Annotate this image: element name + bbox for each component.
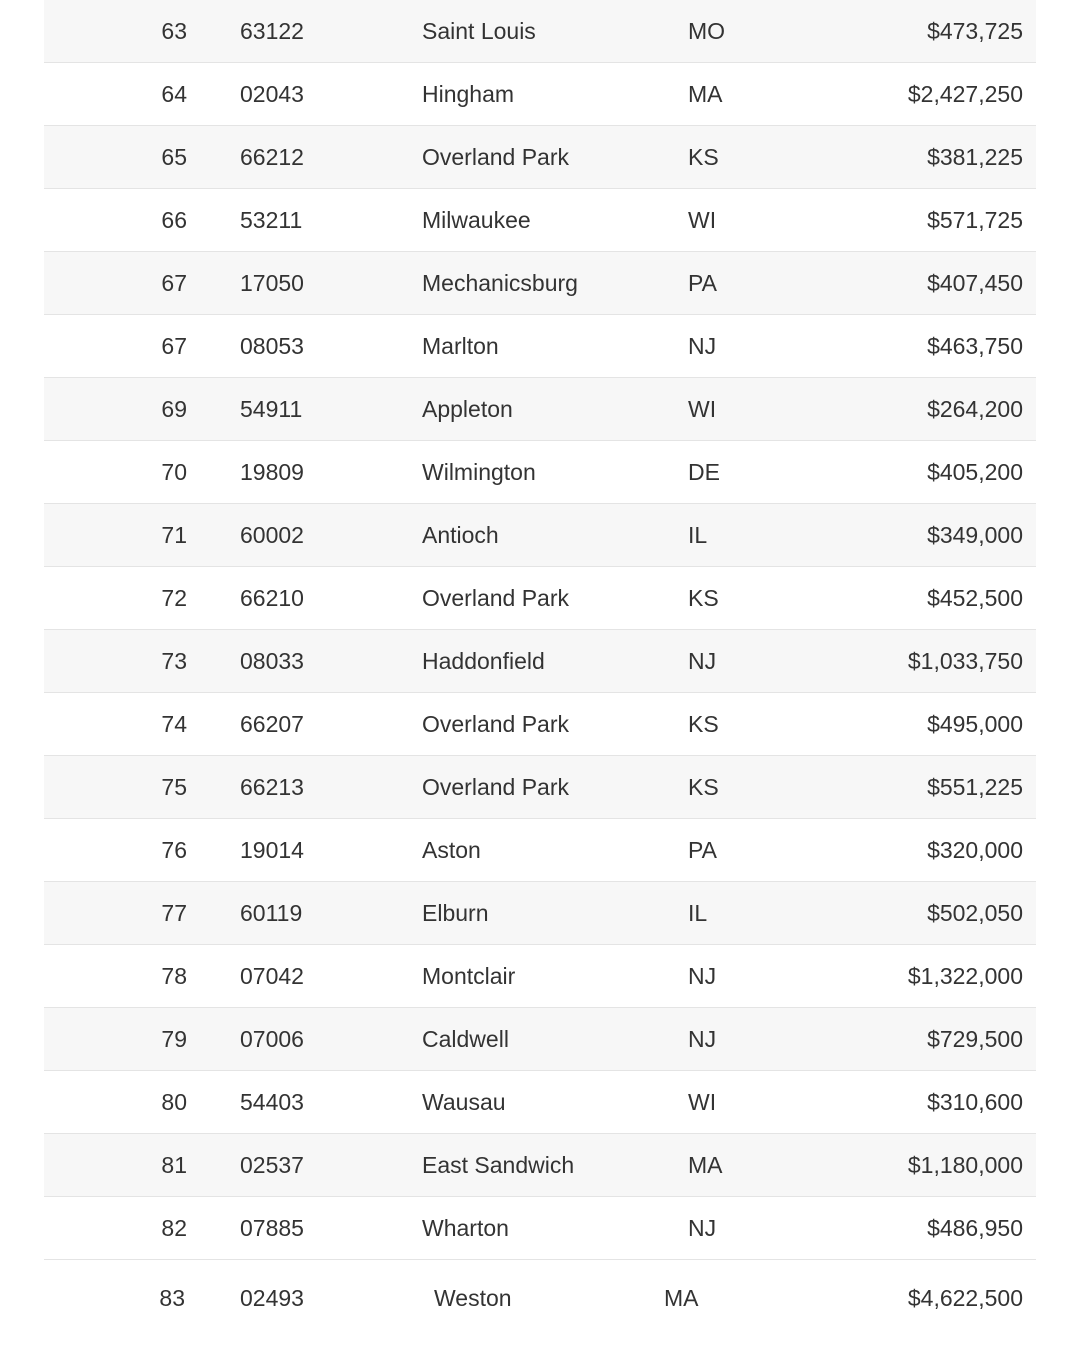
price-cell: $381,225 xyxy=(927,144,1023,170)
rank-cell: 63 xyxy=(161,18,187,44)
rank-cell: 70 xyxy=(161,459,187,485)
table-row xyxy=(44,1260,1036,1336)
table-row xyxy=(44,945,1036,1008)
state-cell: MO xyxy=(688,18,726,44)
price-cell: $486,950 xyxy=(927,1215,1023,1241)
table-row xyxy=(44,63,1036,126)
state-cell: WI xyxy=(688,1089,717,1115)
state-cell: PA xyxy=(688,837,717,863)
price-cell: $551,225 xyxy=(927,774,1023,800)
city-cell: Montclair xyxy=(422,963,516,989)
price-cell: $1,033,750 xyxy=(907,648,1023,674)
state-cell: KS xyxy=(688,585,719,611)
table-row xyxy=(44,315,1036,378)
price-cell: $2,427,250 xyxy=(907,81,1023,107)
zip-cell: 54403 xyxy=(240,1089,304,1115)
table-row xyxy=(44,819,1036,882)
state-cell: DE xyxy=(688,459,720,485)
city-cell: Aston xyxy=(422,837,481,863)
city-cell: Elburn xyxy=(422,900,489,926)
city-cell: Haddonfield xyxy=(422,648,545,674)
price-cell: $571,725 xyxy=(927,207,1023,233)
table-row xyxy=(44,1197,1036,1260)
city-cell: Wausau xyxy=(422,1089,506,1115)
rank-cell: 81 xyxy=(161,1152,187,1178)
zip-cell: 66212 xyxy=(240,144,304,170)
rank-cell: 72 xyxy=(161,585,187,611)
rank-cell: 67 xyxy=(161,333,187,359)
table-row xyxy=(44,378,1036,441)
price-cell: $502,050 xyxy=(927,900,1023,926)
state-cell: MA xyxy=(664,1285,699,1311)
table-row xyxy=(44,252,1036,315)
state-cell: NJ xyxy=(688,333,717,359)
table-row xyxy=(44,504,1036,567)
state-cell: NJ xyxy=(688,963,717,989)
city-cell: Saint Louis xyxy=(422,18,536,44)
city-cell: Caldwell xyxy=(422,1026,509,1052)
rank-cell: 69 xyxy=(161,396,187,422)
price-cell: $495,000 xyxy=(927,711,1023,737)
zip-cell: 54911 xyxy=(240,396,303,422)
price-cell: $729,500 xyxy=(927,1026,1023,1052)
city-cell: Overland Park xyxy=(422,774,570,800)
zip-cell: 66210 xyxy=(240,585,304,611)
table-row xyxy=(44,1071,1036,1134)
table-row xyxy=(44,756,1036,819)
zip-cell: 63122 xyxy=(240,18,304,44)
rank-cell: 74 xyxy=(161,711,187,737)
price-cell: $473,725 xyxy=(927,18,1023,44)
city-cell: Hingham xyxy=(422,81,515,107)
table-row xyxy=(44,630,1036,693)
city-cell: Overland Park xyxy=(422,144,570,170)
city-cell: Overland Park xyxy=(422,711,570,737)
zip-cell: 19809 xyxy=(240,459,304,485)
city-cell: Overland Park xyxy=(422,585,570,611)
state-cell: NJ xyxy=(688,1215,717,1241)
zip-cell: 60119 xyxy=(240,900,303,926)
state-cell: WI xyxy=(688,207,717,233)
city-cell: Wilmington xyxy=(422,459,536,485)
city-cell: East Sandwich xyxy=(422,1152,575,1178)
state-cell: IL xyxy=(688,522,708,548)
city-cell: Antioch xyxy=(422,522,499,548)
zip-cell: 66213 xyxy=(240,774,304,800)
state-cell: NJ xyxy=(688,1026,717,1052)
table-row xyxy=(44,126,1036,189)
rank-cell: 83 xyxy=(159,1285,185,1311)
price-cell: $407,450 xyxy=(927,270,1023,296)
city-cell: Wharton xyxy=(422,1215,509,1241)
rank-cell: 78 xyxy=(161,963,187,989)
zip-cell: 07885 xyxy=(240,1215,304,1241)
state-cell: PA xyxy=(688,270,717,296)
rank-cell: 65 xyxy=(161,144,187,170)
data-table xyxy=(44,0,1036,1336)
state-cell: NJ xyxy=(688,648,717,674)
rank-cell: 64 xyxy=(161,81,187,107)
zip-cell: 02537 xyxy=(240,1152,304,1178)
table-row xyxy=(44,567,1036,630)
rank-cell: 77 xyxy=(161,900,187,926)
rank-cell: 76 xyxy=(161,837,187,863)
zip-cell: 08053 xyxy=(240,333,304,359)
table-row xyxy=(44,189,1036,252)
zip-cell: 53211 xyxy=(240,207,303,233)
state-cell: IL xyxy=(688,900,708,926)
rank-cell: 80 xyxy=(161,1089,187,1115)
zip-cell: 17050 xyxy=(240,270,304,296)
rank-cell: 79 xyxy=(161,1026,187,1052)
price-cell: $1,322,000 xyxy=(907,963,1023,989)
state-cell: WI xyxy=(688,396,717,422)
price-cell: $463,750 xyxy=(927,333,1023,359)
rank-cell: 66 xyxy=(161,207,187,233)
price-cell: $349,000 xyxy=(927,522,1023,548)
table-row xyxy=(44,882,1036,945)
city-cell: Appleton xyxy=(422,396,513,422)
zip-cell: 07042 xyxy=(240,963,304,989)
rank-cell: 67 xyxy=(161,270,187,296)
zip-cell: 02493 xyxy=(240,1285,304,1311)
table-row xyxy=(44,1008,1036,1071)
table-row xyxy=(44,0,1036,63)
state-cell: KS xyxy=(688,711,719,737)
zip-cell: 07006 xyxy=(240,1026,304,1052)
table-row xyxy=(44,441,1036,504)
state-cell: KS xyxy=(688,144,719,170)
state-cell: MA xyxy=(688,1152,723,1178)
rank-cell: 73 xyxy=(161,648,187,674)
zip-cell: 19014 xyxy=(240,837,304,863)
price-cell: $405,200 xyxy=(927,459,1023,485)
state-cell: KS xyxy=(688,774,719,800)
rank-cell: 82 xyxy=(161,1215,187,1241)
city-cell: Marlton xyxy=(422,333,499,359)
table-row xyxy=(44,693,1036,756)
zip-cell: 60002 xyxy=(240,522,304,548)
rank-cell: 75 xyxy=(161,774,187,800)
city-cell: Mechanicsburg xyxy=(422,270,578,296)
city-cell: Weston xyxy=(434,1285,512,1311)
city-cell: Milwaukee xyxy=(422,207,531,233)
price-cell: $4,622,500 xyxy=(907,1285,1023,1311)
zip-cell: 02043 xyxy=(240,81,304,107)
rank-cell: 71 xyxy=(161,522,187,548)
price-cell: $310,600 xyxy=(927,1089,1023,1115)
zip-cell: 08033 xyxy=(240,648,304,674)
table-row xyxy=(44,1134,1036,1197)
price-cell: $320,000 xyxy=(927,837,1023,863)
price-cell: $264,200 xyxy=(927,396,1023,422)
price-cell: $452,500 xyxy=(927,585,1023,611)
price-cell: $1,180,000 xyxy=(907,1152,1023,1178)
state-cell: MA xyxy=(688,81,723,107)
zip-cell: 66207 xyxy=(240,711,304,737)
